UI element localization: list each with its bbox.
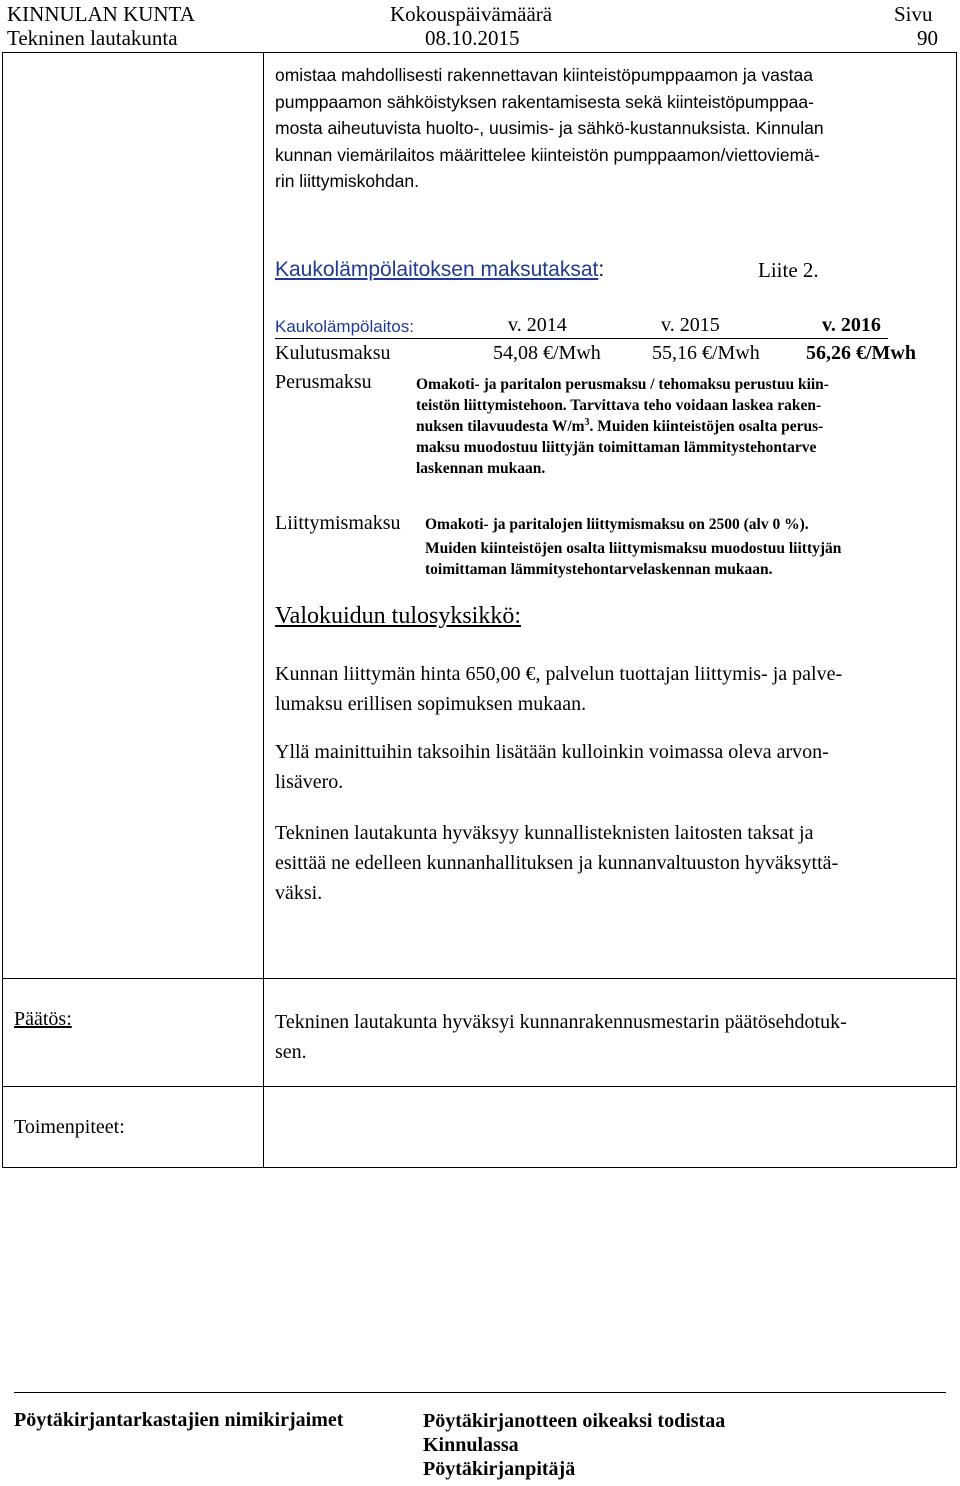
paragraph-line: lisävero. (275, 771, 344, 793)
fiber-paragraph-1 (275, 659, 935, 719)
attachment-ref: Liite 2. (758, 258, 819, 282)
actions-label: Toimenpiteet: (14, 1116, 125, 1138)
superscript-3: 3 (584, 416, 590, 428)
consumption-2014: 54,08 €/Mwh (493, 342, 601, 364)
paragraph-line: Yllä mainittuihin taksoihin lisätään kulloinkin voimassa oleva arvon- (275, 741, 829, 763)
basic-fee-line: teistön liittymistehoon. Tarvittava teho voidaan laskea raken- (416, 397, 822, 414)
right-border (956, 52, 957, 1168)
footer-inspectors: Pöytäkirjantarkastajien nimikirjaimet (14, 1409, 344, 1431)
intro-line: rin liittymiskohdan. (275, 171, 419, 191)
fiber-heading: Valokuidun tulosyksikkö: (275, 603, 522, 629)
footer-line: Kinnulassa (423, 1434, 519, 1456)
decision-label: Päätös: (14, 1008, 72, 1030)
paragraph-line: esittää ne edelleen kunnanhallituksen ja kunnanvaltuuston hyväksyttä- (275, 852, 839, 874)
connection-fee-line: Omakoti- ja paritalojen liittymismaksu on 2500 (alv 0 %). (425, 516, 809, 533)
intro-line: kunnan viemärilaitos määrittelee kiinteistön pumppaamon/viettoviemä- (275, 144, 820, 165)
fiber-paragraph-3 (275, 818, 935, 908)
header-date-label: Kokouspäivämäärä (390, 2, 553, 26)
footer-rule (14, 1392, 946, 1393)
decision-line: sen. (275, 1041, 307, 1063)
basic-fee-label: Perusmaksu (275, 371, 372, 393)
basic-fee-line: Omakoti- ja paritalon perusmaksu / tehomaksu perustuu kiin- (416, 376, 829, 393)
paragraph-line: väksi. (275, 882, 323, 904)
district-heating-heading (275, 258, 604, 282)
district-heading-colon: : (598, 258, 605, 281)
consumption-label: Kulutusmaksu (275, 342, 391, 364)
connection-fee-label: Liittymismaksu (275, 512, 401, 534)
basic-fee-line-part: nuksen tilavuudesta W/m (416, 418, 585, 435)
left-border (2, 52, 3, 1168)
intro-line: mosta aiheutuvista huolto-, uusimis- ja sähkö-kustannuksista. Kinnulan (275, 118, 824, 138)
consumption-2016: 56,26 €/Mwh (806, 342, 916, 364)
header-org: KINNULAN KUNTA (7, 2, 195, 26)
top-rule (2, 52, 957, 53)
connection-fee-line: Muiden kiinteistöjen osalta liittymismaksu muodostuu liittyjän (425, 540, 842, 557)
paragraph-line: Tekninen lautakunta hyväksyy kunnallisteknisten laitosten taksat ja (275, 822, 814, 844)
district-heading-text: Kaukolämpölaitoksen maksutaksat (275, 258, 599, 281)
column-divider (263, 52, 264, 1168)
bottom-rule (2, 1167, 957, 1168)
decision-top-rule (2, 978, 957, 979)
intro-line: pumppaamon sähköistyksen rakentamisesta sekä kiinteistöpumppaa- (275, 91, 814, 112)
header-date: 08.10.2015 (425, 26, 520, 50)
decision-line: Tekninen lautakunta hyväksyi kunnanrakennusmestarin päätösehdotuk- (275, 1011, 847, 1033)
paragraph-line: Kunnan liittymän hinta 650,00 €, palvelun tuottajan liittymis- ja palve- (275, 663, 843, 685)
header-page-label: Sivu (894, 2, 933, 26)
footer-line: Pöytäkirjanotteen oikeaksi todistaa (423, 1410, 726, 1432)
decision-text (275, 1007, 935, 1067)
header-page-number: 90 (917, 26, 938, 50)
district-table-label: Kaukolämpölaitos: (275, 317, 414, 336)
year-2016: v. 2016 (822, 314, 881, 336)
basic-fee-line-tail: . Muiden kiinteistöjen osalta perus- (589, 418, 824, 435)
intro-paragraph (275, 62, 824, 195)
basic-fee-line: laskennan mukaan. (416, 460, 546, 477)
year-2014: v. 2014 (508, 314, 567, 336)
intro-line: omistaa mahdollisesti rakennettavan kiinteistöpumppaamon ja vastaa (275, 65, 813, 85)
actions-top-rule (2, 1086, 957, 1087)
year-header-underline (275, 338, 888, 339)
consumption-2015: 55,16 €/Mwh (652, 342, 760, 364)
connection-fee-line: toimittaman lämmitystehontarvelaskennan mukaan. (425, 561, 773, 578)
basic-fee-line (416, 416, 829, 437)
basic-fee-text (416, 374, 829, 479)
footer-line: Pöytäkirjanpitäjä (423, 1458, 576, 1480)
footer-certification (423, 1409, 725, 1481)
paragraph-line: lumaksu erillisen sopimuksen mukaan. (275, 693, 587, 715)
year-2015: v. 2015 (661, 314, 720, 336)
header-board: Tekninen lautakunta (7, 26, 178, 50)
basic-fee-line: maksu muodostuu liittyjän toimittaman lämmitystehontarve (416, 439, 817, 456)
fiber-paragraph-2 (275, 737, 935, 797)
